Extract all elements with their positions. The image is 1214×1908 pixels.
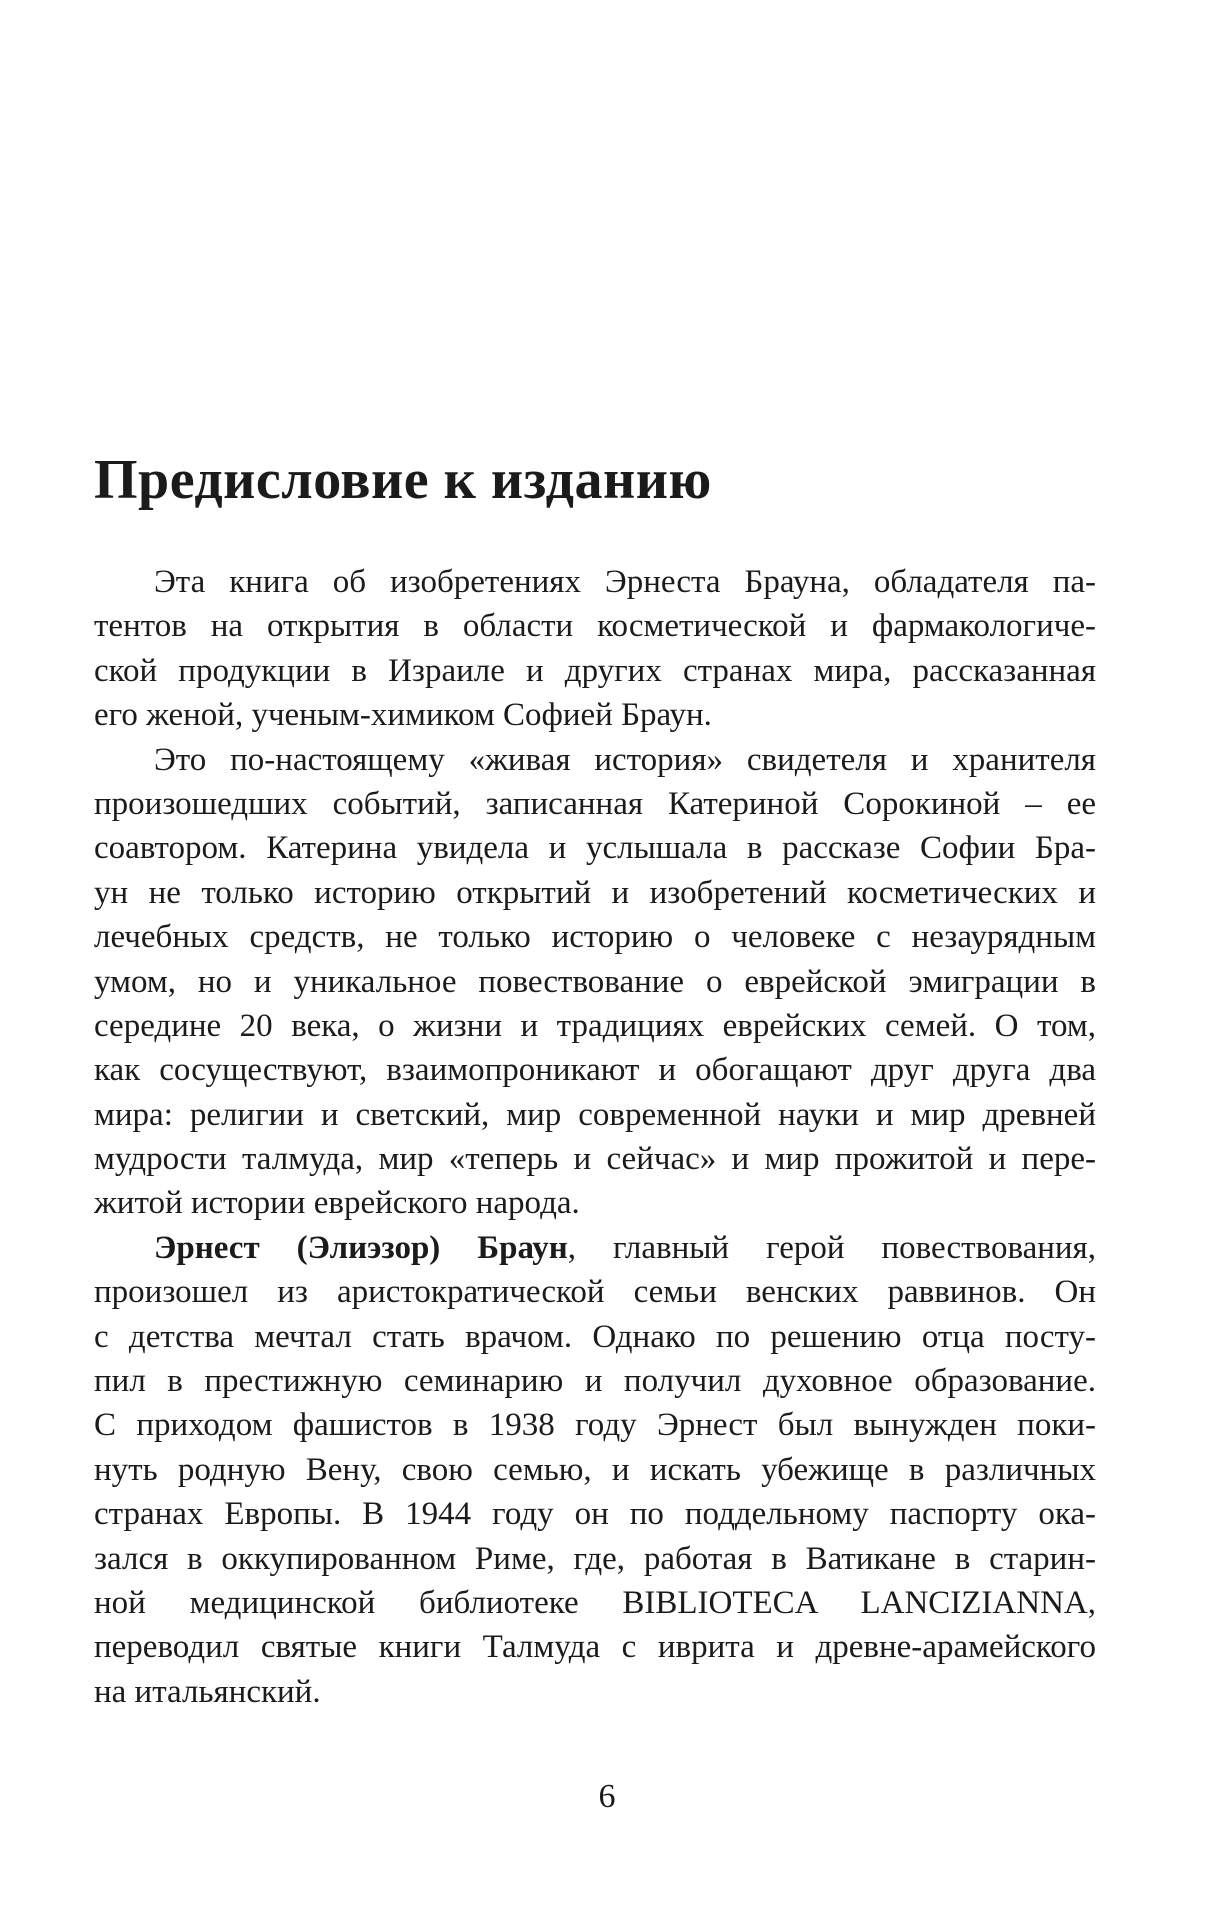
paragraph-3-line-1 bbox=[94, 1226, 1096, 1270]
page-title: Предисловие к изданию bbox=[94, 449, 712, 511]
paragraph-2-line-5: лечебных средств, не только историю о человеке с незаурядным bbox=[94, 919, 1096, 956]
paragraph-2-line-4: ун не только историю открытий и изобретений косметических и bbox=[94, 874, 1096, 911]
paragraph-2-line-10: мудрости талмуда, мир «теперь и сейчас» и мир прожитой и пере- bbox=[94, 1141, 1096, 1178]
paragraph-3-line-10: переводил святые книги Талмуда с иврита и древне-арамейского bbox=[94, 1629, 1096, 1666]
paragraph-1-line-2: тентов на открытия в области косметической и фармакологиче- bbox=[94, 608, 1096, 645]
paragraph-1-line-3: ской продукции в Израиле и других странах мира, рассказанная bbox=[94, 652, 1096, 689]
paragraph-2-line-8: как сосуществуют, взаимопроникают и обогащают друг друга два bbox=[94, 1052, 1096, 1089]
paragraph-3-line-6: нуть родную Вену, свою семью, и искать убежище в различных bbox=[94, 1451, 1096, 1488]
paragraph-3-line-3: с детства мечтал стать врачом. Однако по решению отца посту- bbox=[94, 1318, 1096, 1355]
hero-name: Эрнест (Элиэзор) Браун bbox=[154, 1229, 568, 1266]
paragraph-3-line-4: пил в престижную семинарию и получил духовное образование. bbox=[94, 1363, 1096, 1400]
page-number: 6 bbox=[598, 1778, 616, 1815]
paragraph-3-line-11: на итальянский. bbox=[94, 1673, 321, 1710]
paragraph-3-line-1-rest: , главный герой повествования, bbox=[567, 1229, 1096, 1266]
paragraph-2-line-1: Это по-настоящему «живая история» свидетеля и хранителя bbox=[154, 741, 1096, 778]
paragraph-2-line-9: мира: религии и светский, мир современной науки и мир древней bbox=[94, 1096, 1096, 1133]
paragraph-3-line-9: ной медицинской библиотеке BIBLIOTECA LANCIZIANNA, bbox=[94, 1584, 1096, 1621]
paragraph-2-line-6: умом, но и уникальное повествование о еврейской эмиграции в bbox=[94, 963, 1096, 1000]
paragraph-3-line-5: С приходом фашистов в 1938 году Эрнест был вынужден поки- bbox=[94, 1407, 1096, 1444]
paragraph-3-line-7: странах Европы. В 1944 году он по поддельному паспорту ока- bbox=[94, 1496, 1096, 1533]
paragraph-1-line-1: Эта книга об изобретениях Эрнеста Брауна, обладателя па- bbox=[154, 564, 1096, 600]
paragraph-2-line-11: житой истории еврейского народа. bbox=[94, 1185, 580, 1222]
paragraph-2-line-2: произошедших событий, записанная Катериной Сорокиной – ее bbox=[94, 785, 1096, 822]
paragraph-2-line-3: соавтором. Катерина увидела и услышала в рассказе Софии Бра- bbox=[94, 830, 1096, 867]
paragraph-2-line-7: середине 20 века, о жизни и традициях еврейских семей. О том, bbox=[94, 1007, 1096, 1044]
paragraph-3-line-8: зался в оккупированном Риме, где, работая в Ватикане в старин- bbox=[94, 1540, 1096, 1577]
paragraph-1-line-4: его женой, ученым-химиком Софией Браун. bbox=[94, 697, 712, 734]
body-text bbox=[94, 560, 1096, 1714]
paragraph-3-line-2: произошел из аристократической семьи венских раввинов. Он bbox=[94, 1274, 1096, 1311]
